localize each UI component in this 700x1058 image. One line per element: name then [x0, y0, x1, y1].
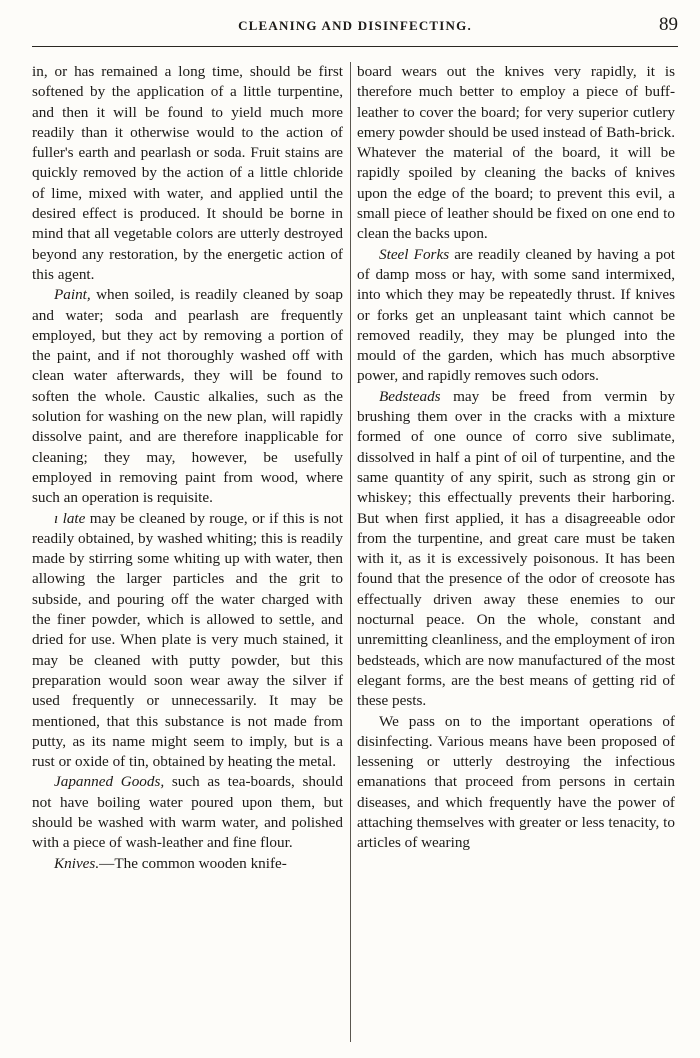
paragraph-heading-japanned-goods: Japanned Goods,: [54, 773, 165, 791]
running-title: CLEANING AND DISINFECTING.: [238, 18, 472, 33]
paragraph-paint: [32, 285, 343, 508]
paragraph-heading-paint: Paint,: [54, 286, 91, 304]
right-column: [357, 62, 675, 854]
paragraph-bedsteads: [357, 387, 675, 712]
paragraph-knives: [32, 854, 343, 874]
column-divider: [350, 62, 351, 1042]
paragraph-text: —The common wooden knife-: [99, 854, 287, 872]
paragraph-stains: [32, 62, 343, 285]
paragraph-plate: [32, 509, 343, 773]
paragraph-text: such as tea-boards, should not have boiling water poured upon them, but should be washed with warm water, and polished with a piece of wash-leather and fine flour.: [32, 773, 343, 852]
paragraph-heading-knives: Knives.: [54, 854, 100, 872]
paragraph-disinfecting: [357, 712, 675, 854]
paragraph-heading-steel-forks: Steel Forks: [379, 245, 450, 263]
paragraph-japanned-goods: [32, 772, 343, 853]
header-rule: [32, 46, 678, 47]
paragraph-heading-plate: ı late: [54, 509, 86, 527]
paragraph-text: when soiled, is readily cleaned by soap and water; soda and pearlash are frequently employed, but they act by removing a portion of the paint, and if not thoroughly washed off with clean water afterwards, they will be found to soften the whole. Caustic alkalies, such as the solution for washing on the new plan, will rapidly dissolve paint, and are therefore inapplicable for cleaning; they may, however, be usefully employed in removing paint from wood, where such an operation is requisite.: [32, 286, 343, 507]
paragraph-text: board wears out the knives very rapidly, it is therefore much better to employ a piece of buff-leather to cover the board; for very superior cutlery emery powder should be used instead of Bath-brick. Whatever the material of the board, it will be rapidly spoiled by cleaning the backs of knives upon the edge of the board; to prevent this evil, a small piece of leather should be fixed on one end to clean the backs upon.: [357, 63, 675, 243]
paragraph-text: in, or has remained a long time, should be first softened by the application of a little turpentine, and then it will be found to yield much more readily than it otherwise would to the action of fuller's earth and pearlash or soda. Fruit stains are quickly removed by the action of a little chloride of lime, mixed with water, and applied until the desired effect is produced. It should be borne in mind that all vegetable colors are utterly destroyed beyond any restoration, by the energetic action of this agent.: [32, 63, 343, 283]
paragraph-steel-forks: [357, 245, 675, 387]
left-column: [32, 62, 343, 874]
paragraph-heading-bedsteads: Bedsteads: [379, 387, 441, 405]
paragraph-text: may be cleaned by rouge, or if this is not readily obtained, by washed whiting; this is readily made by stirring some whiting up with water, then allowing the larger particles and the grit to subside, and pouring off the water charged with the finer powder, which is allowed to settle, and dried for use. When plate is very much stained, it may be cleaned with putty powder, but this preparation would soon wear away the silver if used frequently or unnecessarily. It may be mentioned, that this substance is not made from putty, as its name might seem to imply, but is a rust or oxide of tin, obtained by heating the metal.: [32, 509, 343, 771]
paragraph-text: may be freed from vermin by brushing them over in the cracks with a mixture formed of one ounce of corro sive sublimate, dissolved in half a pint of oil of turpentine, and the same quantity of any spirit, such as strong gin or whiskey; this effectually prevents their harboring. But when first applied, it has a disagreeable odor from the turpentine, and great care must be taken with it, as it is excessively poisonous. It has been found that the presence of the odor of creosote has effectually driven away these enemies to our nocturnal peace. On the whole, constant and unremitting cleanliness, and the employment of iron bedsteads, which are now manufactured of the most elegant forms, are the best means of getting rid of these pests.: [357, 387, 675, 710]
paragraph-knife-board: [357, 62, 675, 245]
paragraph-text: are readily cleaned by having a pot of damp moss or hay, with some sand intermixed, into which they may be repeatedly thrust. If knives or forks get an unpleasant taint which cannot be removed readily, they may be plunged into the mould of the garden, which has much absorptive power, and rapidly removes such odors.: [357, 245, 676, 385]
page-number: 89: [659, 14, 678, 35]
running-head: [32, 14, 678, 40]
paragraph-text: We pass on to the important operations of disinfecting. Various means have been proposed of lessening or utterly destroying the infectious emanations that proceed from persons in certain diseases, and which frequently have the power of attaching themselves with greater or less tenacity, to articles of wearing: [357, 712, 675, 852]
